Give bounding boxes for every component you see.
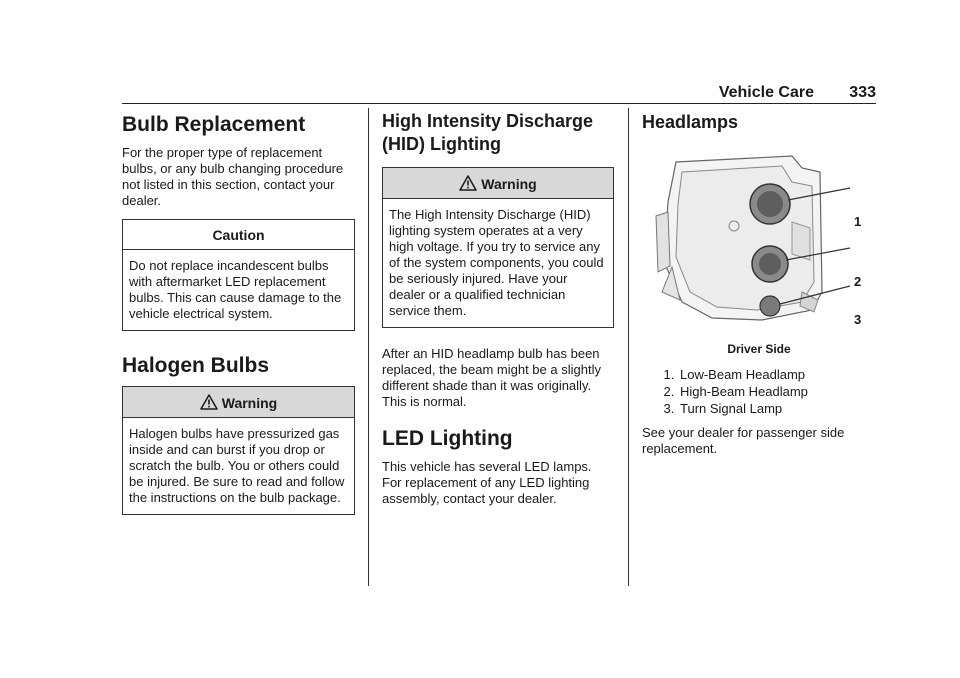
warning-triangle-icon <box>459 175 477 191</box>
caution-box <box>122 219 355 331</box>
column-divider-2 <box>628 108 629 586</box>
column-3 <box>642 108 876 467</box>
caution-text: Do not replace incandescent bulbs with aftermarket LED replacement bulbs. This can cause damage to the vehicle electrical system. <box>129 258 342 322</box>
hid-warning-heading: Warning <box>481 175 537 192</box>
bulb-replacement-intro: For the proper type of replacement bulbs, or any bulb changing procedure not listed in this section, contact your dealer. <box>122 145 344 209</box>
halogen-warning-box <box>122 386 355 515</box>
running-header-section: Vehicle Care <box>718 84 814 101</box>
page-number: 333 <box>849 84 876 101</box>
headlamp-parts-list <box>642 366 876 417</box>
headlamp-assembly-drawing <box>642 142 876 322</box>
passenger-side-note: See your dealer for passenger side replacement. <box>642 424 845 456</box>
section-title-headlamps: Headlamps <box>642 112 739 132</box>
list-item: 1. Low-Beam Headlamp <box>678 366 876 383</box>
section-title-hid-lighting: High Intensity Discharge (HID) Lighting <box>382 111 594 155</box>
section-title-led-lighting: LED Lighting <box>382 426 513 450</box>
hid-warning-header <box>383 168 613 199</box>
warning-triangle-icon <box>200 394 218 410</box>
page-header <box>0 84 876 104</box>
section-title-bulb-replacement: Bulb Replacement <box>122 113 306 136</box>
halogen-warning-text: Halogen bulbs have pressurized gas inside and can burst if you drop or scratch the bulb. You or others could be injured. Be sure to read and follow the instructions on the bulb package. <box>129 426 345 506</box>
column-divider-1 <box>368 108 369 586</box>
halogen-warning-header <box>123 387 354 418</box>
list-item: 3. Turn Signal Lamp <box>678 400 876 417</box>
caution-heading: Caution <box>123 220 354 250</box>
headlamp-illustration <box>642 142 876 342</box>
figure-caption: Driver Side <box>727 341 791 356</box>
hid-bulb-note: After an HID headlamp bulb has been replaced, the beam might be a slightly different shade than it was originally. This is normal. <box>382 345 601 409</box>
callout-3: 3 <box>854 311 862 327</box>
header-rule <box>122 103 876 104</box>
led-lighting-text: This vehicle has several LED lamps. For replacement of any LED lighting assembly, contact your dealer. <box>382 458 592 506</box>
section-title-halogen-bulbs: Halogen Bulbs <box>122 354 270 378</box>
callout-2: 2 <box>854 273 862 289</box>
halogen-warning-heading: Warning <box>221 395 278 412</box>
column-2 <box>382 108 614 517</box>
callout-1: 1 <box>854 213 862 229</box>
hid-warning-text: The High Intensity Discharge (HID) lighting system operates at a very high voltage. If you try to service any of the system components, you could be seriously injured. Have your dealer or a qualified technician service them. <box>389 206 604 318</box>
column-1 <box>122 108 355 529</box>
hid-warning-box <box>382 167 614 328</box>
list-item: 2. High-Beam Headlamp <box>678 383 876 400</box>
